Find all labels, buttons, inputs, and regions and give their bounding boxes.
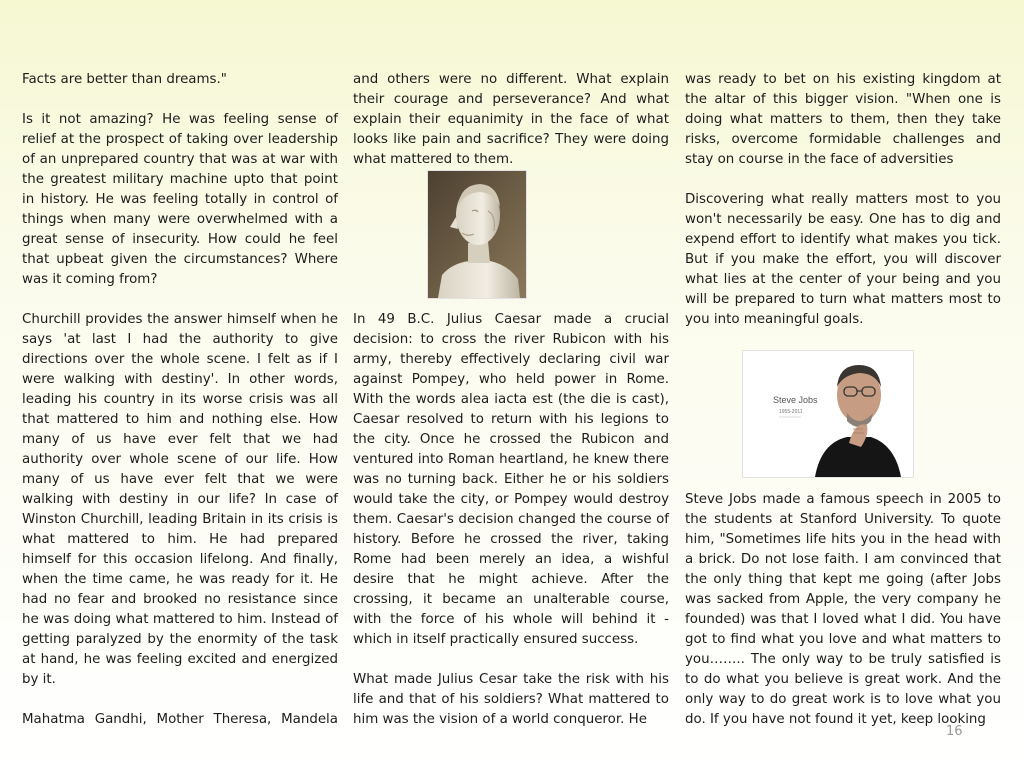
paragraph: Steve Jobs made a famous speech in 2005 to the students at Stanford University. To quote him, "Sometimes life hits you in the head with a brick. Do not lose faith. I am convinced that the only thing that kept me going (after Jobs was sacked from Apple, the very company he founded) was that I loved what I did. You have got to find what you love and what matters to you…….. The only way to be truly satisfied is to do what you believe is great work. And the only way to do great work is to love what you do. If you have not found it yet, keep looking [685, 492, 1001, 727]
jobs-caption-years: 1955-2011 [779, 409, 803, 415]
paragraph: What made Julius Cesar take the risk with his life and that of his soldiers? What mattered to him was the vision of a world conqueror. He [353, 672, 669, 727]
paragraph: Churchill provides the answer himself when he says 'at last I had the authority to give directions over the whole scene. I felt as if I were walking with destiny'. In other words, leading his country in its worse crisis was all that mattered to him and nothing else. How many of us have ever felt that we had authority over whole scene of our life. How many of us have ever felt that we were walking with destiny in our life? In case of Winston Churchill, leading Britain in its crisis is what mattered to him. He had prepared himself for this occasion lifelong. And finally, when the time came, he was ready for it. He had no fear and brooked no resistance since he was doing what mattered to him. Instead of getting paralyzed by the enormity of the task at hand, he was feeling excited and energized by it. [22, 312, 338, 687]
paragraph: Mahatma Gandhi, Mother Theresa, Mandela [22, 712, 338, 727]
text-column-2 [353, 70, 669, 730]
steve-jobs-portrait-icon [743, 351, 913, 477]
jobs-figure [685, 330, 1001, 490]
paragraph: and others were no different. What explain their courage and perseverance? And what explain their equanimity in the face of what looks like pain and sacrifice? They were doing what mattered to them. [353, 72, 669, 167]
julius-caesar-bust-photo [427, 170, 527, 299]
page-number: 16 [946, 724, 963, 739]
caesar-bust-icon [428, 171, 526, 298]
paragraph: In 49 B.C. Julius Caesar made a crucial decision: to cross the river Rubicon with his army, thereby effectively declaring civil war against Pompey, who held power in Rome. With the words alea iacta est (the die is cast), Caesar resolved to return with his legions to the city. Once he crossed the Rubicon and ventured into Roman heartland, he knew there was no turning back. Either he or his soldiers would take the city, or Pompey would destroy them. Caesar's decision changed the course of history. Before he crossed the river, taking Rome had been merely an idea, a wishful desire that he might achieve. After the crossing, it became an unalterable course, with the force of his whole will behind it - which in itself practically ensured success. [353, 312, 669, 647]
text-column-3 [685, 70, 1001, 730]
paragraph: Is it not amazing? He was feeling sense of relief at the prospect of taking over leadership of an unprepared country that was at war with the greatest military machine upto that point in history. He was feeling totally in control of things when many were overwhelmed with a great sense of insecurity. How could he feel that upbeat given the circumstances? Where was it coming from? [22, 112, 338, 287]
text-column-1 [22, 70, 338, 730]
paragraph: was ready to bet on his existing kingdom at the altar of this bigger vision. "When one is doing what matters to them, then they take risks, overcome formidable challenges and stay on course in the face of adversities [685, 72, 1001, 167]
caesar-figure [353, 170, 669, 310]
steve-jobs-portrait-photo [742, 350, 914, 478]
paragraph: Discovering what really matters most to you won't necessarily be easy. One has to dig and expend effort to identify what makes you tick. But if you make the effort, you will discover what lies at the center of your being and you will be prepared to turn what matters most to you into meaningful goals. [685, 192, 1001, 327]
paragraph: Facts are better than dreams." [22, 72, 227, 87]
jobs-caption-name: Steve Jobs [773, 395, 818, 405]
